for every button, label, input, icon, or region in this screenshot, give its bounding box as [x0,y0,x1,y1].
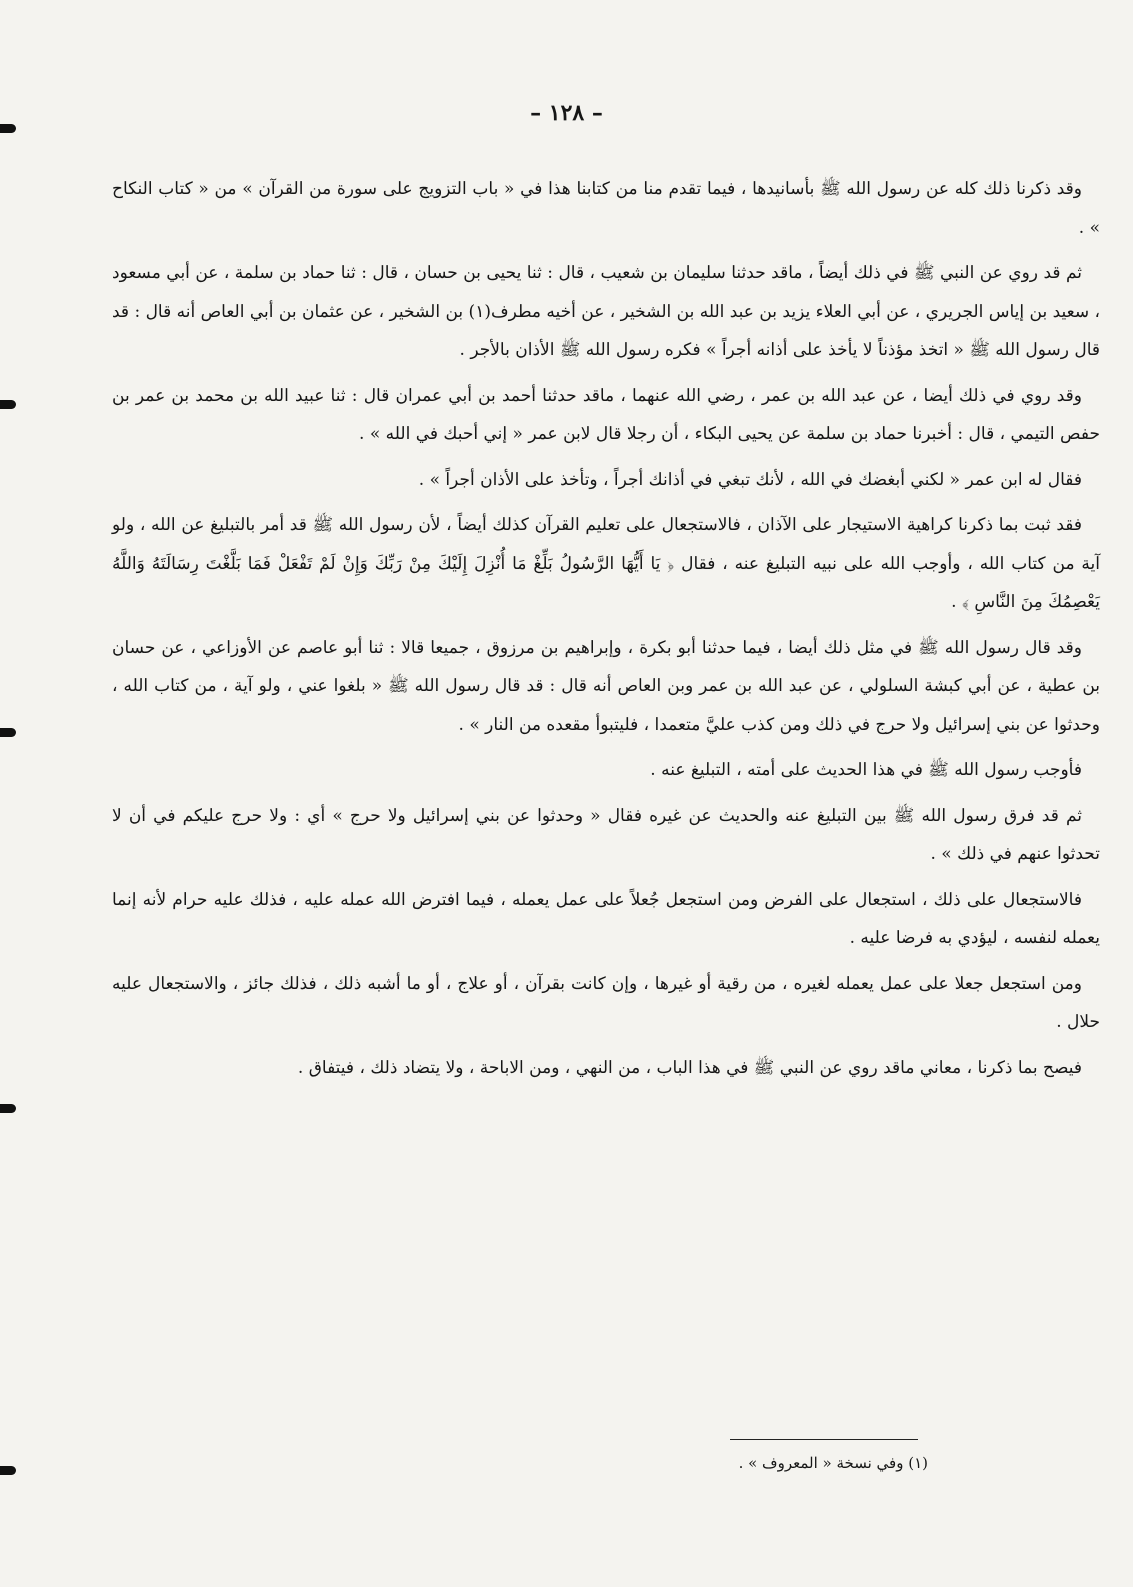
paragraph: ومن استجعل جعلا على عمل يعمله لغيره ، من رقية أو غيرها ، وإن كانت بقرآن ، أو علاج ، أو ما أشبه ذلك ، فذلك جائز ، والاستجعال عليه حلال . [112,973,1100,1032]
scan-edge-mark [0,728,16,737]
paragraph: ثم قد فرق رسول الله ﷺ بين التبليغ عنه والحديث عن غيره فقال « وحدثوا عن بني إسرائيل ولا حرج » أي : ولا حرج عليكم في أن لا تحدثوا عنهم في ذلك » . [112,805,1100,864]
paragraph: فالاستجعال على ذلك ، استجعال على الفرض ومن استجعل جُعلاً على عمل يعمله ، فيما افترض الله عمله عليه ، فذلك عليه حرام لأنه إنما يعمله لنفسه ، ليؤدي به فرضا عليه . [112,889,1100,948]
paragraph: فأوجب رسول الله ﷺ في هذا الحديث على أمته ، التبليغ عنه . [650,760,1082,780]
body-text [112,170,1100,1094]
paragraph: ثم قد روي عن النبي ﷺ في ذلك أيضاً ، ماقد حدثنا سليمان بن شعيب ، قال : ثنا يحيى بن حسان ، قال : ثنا حماد بن سلمة ، عن أبي مسعود ، سعيد بن إياس الجريري ، عن أبي العلاء يزيد بن عبد الله بن الشخير ، عن أخيه مطرف(١) بن الشخير ، عن عثمان بن أبي العاص أنه قال : قد قال رسول الله ﷺ « اتخذ مؤذناً لا يأخذ على أذانه أجراً » فكره رسول الله ﷺ الأذان بالأجر . [112,263,1100,360]
footnote: (١) وفي نسخة « المعروف » . [738,1454,928,1472]
paragraph: وقد روي في ذلك أيضا ، عن عبد الله بن عمر ، رضي الله عنهما ، ماقد حدثنا أحمد بن أبي عمران قال : ثنا عبيد الله بن محمد بن عمر بن حفص التيمي ، قال : أخبرنا حماد بن سلمة عن يحيى البكاء ، أن رجلا قال لابن عمر « إني أحبك في الله » . [112,385,1100,444]
paragraph: فقد ثبت بما ذكرنا كراهية الاستيجار على الآذان ، فالاستجعال على تعليم القرآن كذلك أيضاً ، لأن رسول الله ﷺ قد أمر بالتبليغ عن الله ، ولو آية من كتاب الله ، وأوجب الله على نبيه التبليغ عنه ، فقال ﴿ يَا أَيُّهَا الرَّسُولُ بَلِّغْ مَا أُنْزِلَ إِلَيْكَ مِنْ رَبِّكَ وَإِنْ لَمْ تَفْعَلْ فَمَا بَلَّغْتَ رِسَالَتَهُ وَاللَّهُ يَعْصِمُكَ مِنَ النَّاسِ ﴾ . [112,515,1100,612]
scan-edge-mark [0,1104,16,1113]
page-number: – ١٢٨ – [530,100,603,126]
paragraph: وقد ذكرنا ذلك كله عن رسول الله ﷺ بأسانيدها ، فيما تقدم منا من كتابنا هذا في « باب التزويج على سورة من القرآن » من « كتاب النكاح » . [112,179,1100,238]
scan-edge-mark [0,1466,16,1475]
paragraph: فيصح بما ذكرنا ، معاني ماقد روي عن النبي ﷺ في هذا الباب ، من النهي ، ومن الاباحة ، ولا يتضاد ذلك ، فيتفاق . [297,1057,1082,1078]
paragraph: فقال له ابن عمر « لكني أبغضك في الله ، لأنك تبغي في أذانك أجراً ، وتأخذ على الأذان أجراً » . [418,469,1082,490]
scan-edge-mark [0,400,16,409]
paragraph: وقد قال رسول الله ﷺ في مثل ذلك أيضا ، فيما حدثنا أبو بكرة ، وإبراهيم بن مرزوق ، جميعا قالا : ثنا أبو عاصم عن الأوزاعي ، عن حسان بن عطية ، عن أبي كبشة السلولي ، عن عبد الله بن عمر وبن العاص أنه قال : قد قال رسول الله ﷺ « بلغوا عني ، ولو آية ، من كتاب الله ، وحدثوا عن بني إسرائيل ولا حرج في ذلك ومن كذب عليَّ متعمدا ، فليتبوأ مقعده من النار » . [112,637,1100,735]
footnote-divider [730,1439,918,1440]
